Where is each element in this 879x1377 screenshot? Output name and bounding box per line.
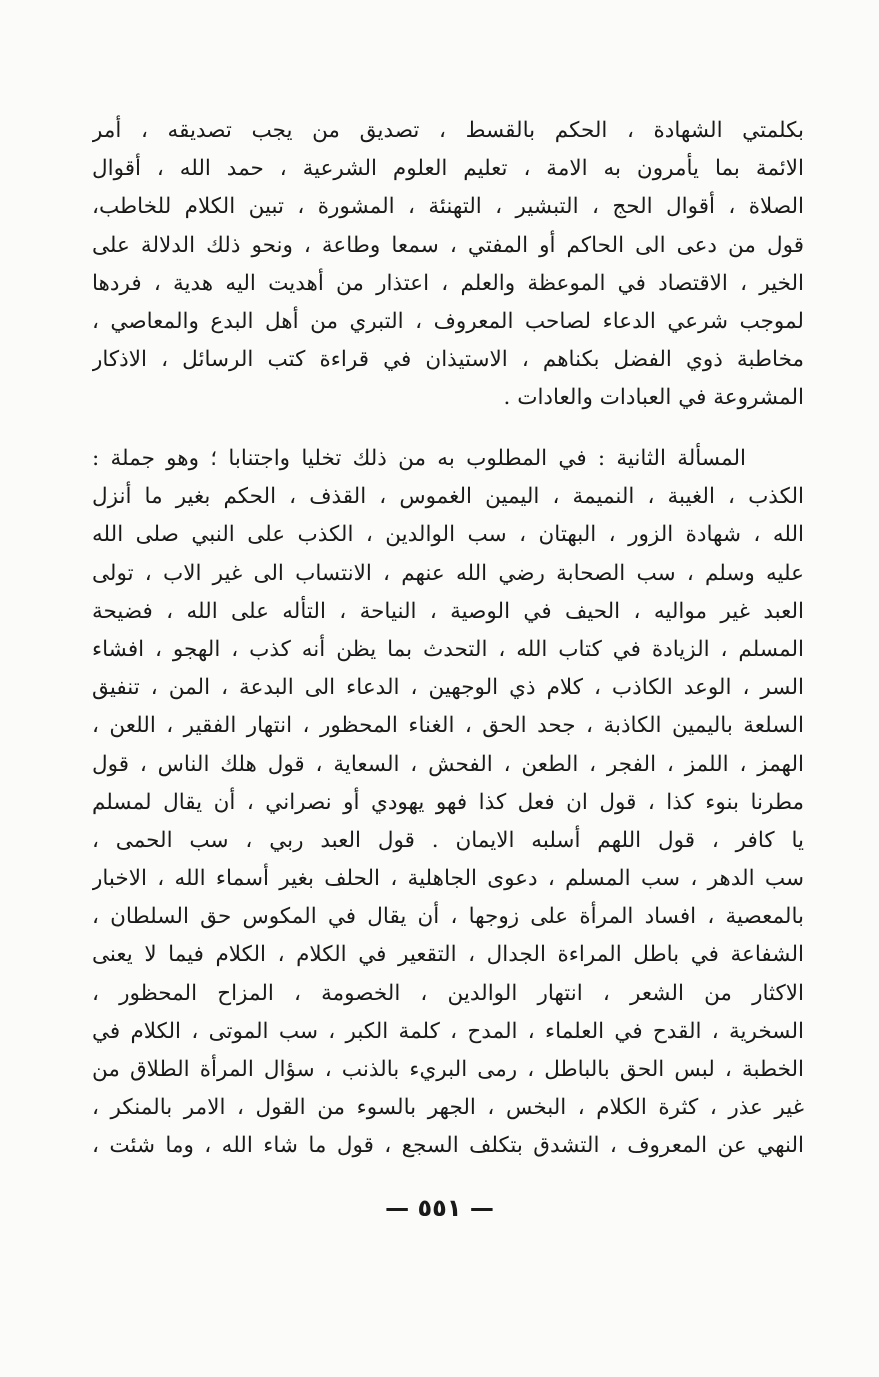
text-line: الاكثار من الشعر ، انتهار الوالدين ، الخصومة ، المزاح المحظور ، (92, 980, 804, 1006)
text-line: مخاطبة ذوي الفضل بكناهم ، الاستيذان في قراءة كتب الرسائل ، الاذكار (92, 347, 804, 373)
text-line: يا كافر ، قول اللهم أسلبه الايمان . قول العبد ربي ، سب الحمى ، (92, 827, 804, 853)
text-line: الكذب ، الغيبة ، النميمة ، اليمين الغموس ، القذف ، الحكم بغير ما أنزل (92, 484, 804, 510)
text-line: الخير ، الاقتصاد في الموعظة والعلم ، اعتذار من أهديت اليه هدية ، فردها (92, 270, 804, 296)
text-line: المسلم ، الزيادة في كتاب الله ، التحدث بما يظن أنه كذب ، الهجو ، افشاء (92, 636, 804, 662)
text-line: الشفاعة في باطل المراءة الجدال ، التقعير في الكلام ، الكلام فيما لا يعنى (92, 942, 804, 968)
text-line: السلعة باليمين الكاذبة ، جحد الحق ، الغناء المحظور ، انتهار الفقير ، اللعن ، (92, 713, 804, 739)
text-line: الله ، شهادة الزور ، البهتان ، سب الوالدين ، الكذب على النبي صلى الله (92, 522, 804, 548)
text-line: بالمعصية ، افساد المرأة على زوجها ، أن يقال في المكوس حق السلطان ، (92, 904, 804, 930)
text-line: الهمز ، اللمز ، الفجر ، الطعن ، الفحش ، السعاية ، قول هلك الناس ، قول (92, 751, 804, 777)
text-line: المشروعة في العبادات والعادات . (503, 385, 804, 411)
page-number: — ٥٥١ — (385, 1194, 494, 1222)
text-line: عليه وسلم ، سب الصحابة رضي الله عنهم ، الانتساب الى غير الاب ، تولى (92, 560, 804, 586)
text-line: الخطبة ، لبس الحق بالباطل ، رمى البريء بالذنب ، سؤال المرأة الطلاق من (92, 1057, 804, 1082)
text-line: الصلاة ، أقوال الحج ، التبشير ، التهنئة ، المشورة ، تبين الكلام للخاطب، (92, 194, 804, 220)
paragraph-1 (92, 112, 804, 418)
text-line: الائمة بما يأمرون به الامة ، تعليم العلوم الشرعية ، حمد الله ، أقوال (92, 156, 804, 182)
text-line: سب الدهر ، سب المسلم ، دعوى الجاهلية ، الحلف بغير أسماء الله ، الاخبار (92, 866, 804, 892)
text-line: لموجب شرعي الدعاء لصاحب المعروف ، التبري من أهل البدع والمعاصي ، (92, 308, 804, 334)
text-line: غير عذر ، كثرة الكلام ، البخس ، الجهر بالسوء من القول ، الامر بالمنكر ، (92, 1095, 804, 1121)
paragraph-2 (92, 440, 804, 1166)
section-heading-line: المسألة الثانية : في المطلوب به من ذلك تخليا واجتنابا ؛ وهو جملة : (92, 446, 746, 471)
text-line: العبد غير مواليه ، الحيف في الوصية ، النياحة ، التأله على الله ، فضيحة (92, 598, 804, 624)
text-line: السر ، الوعد الكاذب ، كلام ذي الوجهين ، الدعاء الى البدعة ، المن ، تنفيق (92, 675, 804, 701)
text-line: السخرية ، القدح في العلماء ، المدح ، كلمة الكبر ، سب الموتى ، الكلام في (92, 1018, 804, 1044)
text-line: النهي عن المعروف ، التشدق بتكلف السجع ، قول ما شاء الله ، وما شئت ، (92, 1133, 804, 1159)
text-line: بكلمتي الشهادة ، الحكم بالقسط ، تصديق من يجب تصديقه ، أمر (92, 118, 804, 143)
text-line: مطرنا بنوء كذا ، قول ان فعل كذا فهو يهودي أو نصراني ، أن يقال لمسلم (92, 789, 804, 815)
text-line: قول من دعى الى الحاكم أو المفتي ، سمعا وطاعة ، ونحو ذلك الدلالة على (92, 232, 804, 258)
